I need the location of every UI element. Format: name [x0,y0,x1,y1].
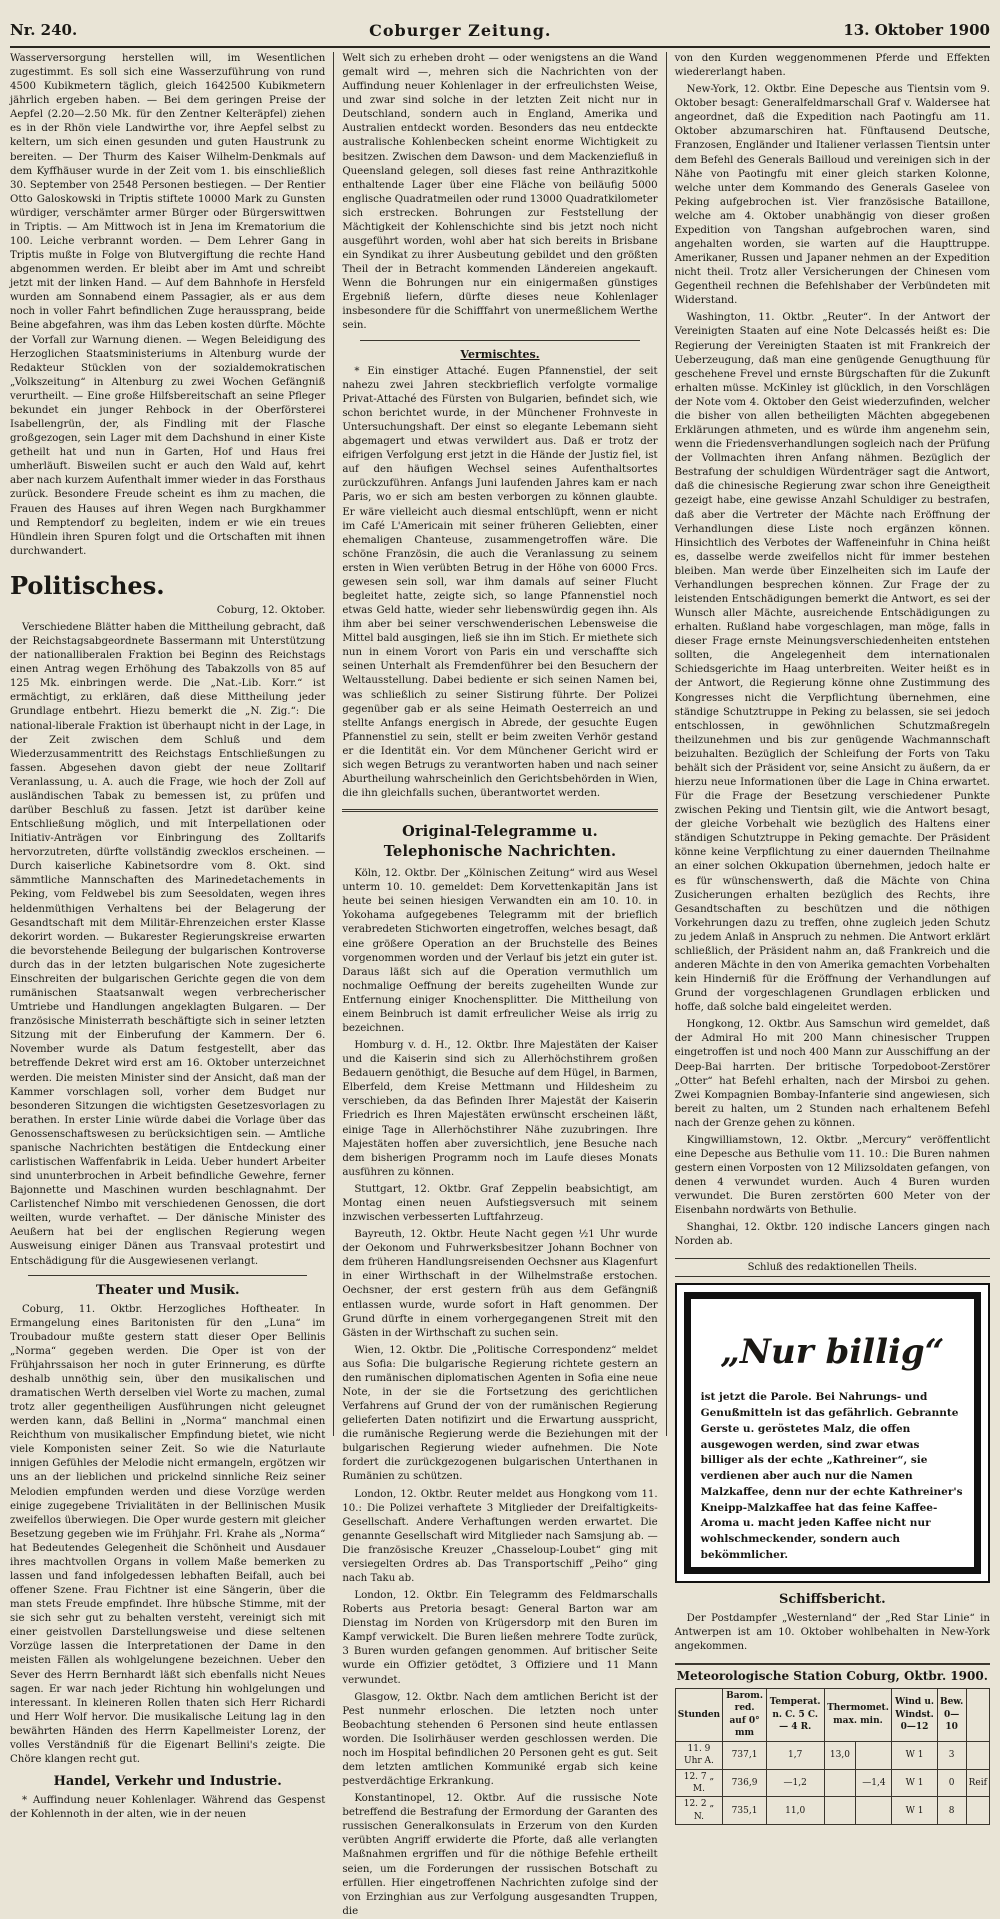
weather-table [675,1688,990,1825]
columns [10,52,990,1917]
telegram: Stuttgart, 12. Oktbr. Graf Zeppelin beabsichtigt, am Montag einen neuen Aufstiegsversuch mit seinem inzwischen verbesserten Luftfahrzeug. [342,1183,658,1224]
weather-cell: —1,4 [856,1769,892,1797]
column-rule [333,52,334,1436]
article-text: Der Postdampfer „Westernland“ der „Red Star Linie“ in Antwerpen ist am 10. Oktober wohlbehalten in New-York angekommen. [674,1613,990,1653]
weather-title: Meteorologische Station Coburg, Oktbr. 1900. [675,1663,990,1685]
weather-header: Stunden [675,1689,723,1742]
telegram: von den Kurden weggenommenen Pferde und Effekten wiedererlangt haben. [674,53,990,79]
column-2 [342,52,658,1917]
weather-cell: 1,7 [766,1741,824,1769]
weather-cell [824,1797,856,1825]
separator [360,340,639,341]
telegram: Wien, 12. Oktbr. Die „Politische Correspondenz“ meldet aus Sofia: Die bulgarische Regierung richtete gestern an den rumänischen diplomatischen Agenten in Sofia eine neue Note, in der sie die Fortsetzung des gerichtlichen Verfahrens auf Grund der von der rumänischen Regierung gelieferten Daten notifizirt und die Erwartung ausspricht, die rumänische Regierung werde die Beziehungen mit der bulgarischen Regierung wieder aufnehmen. Die Note fordert die zurückgezogenen bulgarischen Unterthanen in Rumänien zu schützen. [342,1344,658,1483]
weather-cell: —1,2 [766,1769,824,1797]
weather-header-row [675,1689,989,1742]
telegram: Homburg v. d. H., 12. Oktbr. Ihre Majestäten der Kaiser und die Kaiserin sind sich zu Allerhöchstihrem großen Bedauern genöthigt, die Besuche auf dem Hügel, in Barmen, Elberfeld, dem Kreise Mettmann und Hildesheim zu verschieben, da das Befinden Ihrer Majestät der Kaiserin Friedrich es Ihren Majestäten erwünscht erscheinen läßt, einige Tage in Allerhöchstihrer Nähe zuzubringen. Ihre Majestäten hoffen aber zuversichtlich, jene Besuche nach dem bisherigen Programm noch im Laufe dieses Monats ausführen zu können. [342,1040,658,1178]
advertisement-text: ist jetzt die Parole. Bei Nahrungs- und Genußmitteln ist das gefährlich. Gebrannte Gerste u. geröstetes Malz, die offen ausgewogen werden, sind zwar etwas billiger als der echte „Kathreiner“, sie verdienen aber auch nur die Namen Malzkaffee, denn nur der echte Kathreiner's Kneipp-Malzkaffee hat das feine Kaffee-Aroma u. macht jeden Kaffee nicht nur wohlschmeckender, sondern auch bekömmlicher. [700,1391,963,1561]
telegram: London, 12. Oktbr. Reuter meldet aus Hongkong vom 11. 10.: Die Polizei verhaftete 3 Mitglieder der Dreifaltigkeits-Gesellschaft. Andere Verhaftungen werden erwartet. Die genannte Gesellschaft wird Mitglieder nach Samsjung ab. — Die französische Kreuzer „Chasseloup-Loubet“ ging mit versiegelten Ordres ab. Das Transportschiff „Peiho“ ging nach Taku ab. [342,1488,658,1584]
weather-cell [966,1797,989,1825]
telegram: Bayreuth, 12. Oktbr. Heute Nacht gegen ½1 Uhr wurde der Oekonom und Fuhrwerksbesitzer Johann Bochner von dem früheren Handlungsreisenden Oechsner aus Klagenfurt in einer Wirthschaft in der Wilhelmstraße erstochen. Oechsner, der erst gestern früh aus dem Gefängniß entlassen wurde, wurde sofort in Haft genommen. Der Grund dürfte in einem vorhergegangenen Streit mit den Gästen in der Wirthschaft zu suchen sein. [342,1229,658,1339]
weather-cell: 3 [937,1741,966,1769]
weather-cell: W 1 [892,1741,937,1769]
column-3 [674,52,990,1822]
telegram: Kingwilliamstown, 12. Oktbr. „Mercury“ veröffentlicht eine Depesche aus Bethulie vom 11. 10.: Die Buren nahmen gestern einen Vorposten von 12 Milizsoldaten gefangen, von denen 4 verwundet wurden. Auch 4 Buren wurden verwundet. Die Buren zerstörten 600 Meter von der Eisenbahn nordwärts von Bethulie. [674,1134,990,1217]
telegram: Hongkong, 12. Oktbr. Aus Samschun wird gemeldet, daß der Admiral Ho mit 200 Mann chinesischer Truppen eingetroffen ist und noch 400 Mann zur Ausschiffung an der Deep-Bai harrten. Der britische Torpedoboot-Zerstörer „Otter“ hat Befehl erhalten, nach der Mirsboi zu gehen. Zwei Kompagnien Bombay-Infanterie sind angewiesen, sich bereit zu halten, um 2 Stunden nach erhaltenem Befehl nach der Grenze gehen zu können. [674,1019,990,1129]
dateline: Coburg, 12. Oktober. [216,604,326,616]
weather-cell: 11,0 [766,1797,824,1825]
weather-cell [824,1769,856,1797]
weather-cell: 13,0 [824,1741,856,1769]
article-text: Welt sich zu erheben droht — oder wenigstens an die Wand gemalt wird —, mehren sich die Nachrichten von der Auffindung neuer Kohlenlager in der erfreulichsten Weise, und zwar sind solche in der letzten Zeit nicht nur in Deutschland, sondern auch in England, Amerika und Australien entdeckt worden. Besonders das neu entdeckte australische Kohlenbecken scheint enorme Wichtigkeit zu besitzen. Zwischen dem Dawson- und dem Mackenziefluß in Queensland gelegen, soll dieses fast reine Anthrazitkohle enthaltende Lager über eine Fläche von beiläufig 5000 englische Quadratmeilen oder rund 13000 Quadratkilometer sich erstrecken. Bohrungen zur Feststellung der Mächtigkeit der Kohlenschichte sind bis jetzt noch nicht ausgeführt worden, wohl aber hat sich bereits in Brisbane ein Syndikat zu ihrer Ausbeutung gebildet und den größten Theil der in Betracht kommenden Ländereien angekauft. Wenn die Bohrungen nur ein einigermaßen günstiges Ergebniß liefern, dürfte dieses neue Kohlenlager insbesondere für die Schifffahrt von unermeßlichem Werthe sein. [342,53,658,332]
article-text: * Auffindung neuer Kohlenlager. Während das Gespenst der Kohlennoth in der alten, wie in der neuen [10,1795,326,1821]
column-rule [666,52,667,1436]
weather-header: Barom. red. auf 0° mm [723,1689,767,1742]
weather-cell: W 1 [892,1797,937,1825]
column-1 [10,52,326,1821]
weather-cell: 735,1 [723,1797,767,1825]
editorial-end-note: Schluß des redaktionellen Theils. [675,1258,990,1278]
weather-cell: 736,9 [723,1769,767,1797]
advertisement [675,1283,990,1583]
weather-row [675,1769,989,1797]
issue-date: 13. Oktober 1900 [843,21,990,39]
weather-header: Wind u. Windst. 0—12 [892,1689,937,1742]
separator [342,809,657,812]
telegram: Shanghai, 12. Oktbr. 120 indische Lancers gingen nach Norden ab. [674,1222,990,1248]
section-heading-schiffsbericht: Schiffsbericht. [778,1592,886,1608]
weather-cell: 0 [937,1769,966,1797]
weather-cell: 737,1 [723,1741,767,1769]
telegram: New-York, 12. Oktbr. Eine Depesche aus Tientsin vom 9. Oktober besagt: Generalfeldmarschall Graf v. Waldersee hat angeordnet, daß die Expedition nach Paotingfu am 11. Oktober abzumarschiren hat. Fünftausend Deutsche, Franzosen, Engländer und Italiener verlassen Tientsin unter dem Befehl des Generals Bailloud und vereinigen sich in der Nähe von Paotingfu mit einer gleich starken Kolonne, welche unter dem Kommando des Generals Gaselee von Peking aufgebrochen ist. Vier französische Bataillone, welche am 4. Oktober unabhängig von dieser großen Expedition von Tangshan aufgebrochen waren, sind angehalten worden, sie warten auf die Haupttruppe. Amerikaner, Russen und Japaner nehmen an der Expedition nicht theil. Trotz aller Versicherungen der Chinesen vom Gegentheil rechnen die Befehlshaber der Verbündeten mit Widerstand. [674,84,990,307]
section-heading-handel: Handel, Verkehr und Industrie. [53,1774,282,1790]
weather-cell [966,1741,989,1769]
weather-cell: 12. 2 „ N. [675,1797,723,1825]
weather-header [966,1689,989,1742]
telegram: Washington, 11. Oktbr. „Reuter“. In der Antwort der Vereinigten Staaten auf eine Note Delcassés heißt es: Die Regierung der Vereinigten Staaten ist mit Frankreich der Ueberzeugung, daß man eine genügende Genugthuung für geschehene Frevel und ernste Bürgschaften für die Zukunft erhalten müsse. McKinley ist glücklich, in den Vorschlägen der Note vom 4. Oktober den Geist wiederzufinden, welcher die bisher von allen betheiligten Mächten abgegebenen Erklärungen athmeten, und es würde ihm angenehm sein, wenn die Friedensverhandlungen sogleich nach der Prüfung der Vollmachten ihren Anfang nähmen. Bezüglich der Bestrafung der schuldigen Würdenträger sagt die Antwort, daß die chinesische Regierung zwar schon ihre Geneigtheit gezeigt habe, eine gewisse Anzahl Schuldiger zu bestrafen, daß aber die Vertreter der Mächte nach Eröffnung der Verhandlungen diese Liste noch ergänzen können. Hinsichtlich des Verbotes der Waffeneinfuhr in China heißt es, dasselbe werde zweifellos nicht für immer bestehen bleiben. Man werde über Einzelheiten sich im Laufe der Verhandlungen besprechen können. Zur Frage der zu leistenden Entschädigungen bemerkt die Antwort, es sei der Wunsch aller Mächte, ausreichende Entschädigungen zu erhalten. Rußland habe vorgeschlagen, man möge, falls in dieser Frage ernste Meinungsverschiedenheiten entstehen sollten, die Angelegenheit dem internationalen Schiedsgerichte im Haag unterbreiten. Weiter heißt es in der Antwort, die Regierung könne ohne Zustimmung des Kongresses nicht die Verpflichtung übernehmen, eine ständige Schutztruppe in Peking zu belassen, sie sei jedoch entschlossen, in gewöhnlichen Schutzmaßregeln theilzunehmen und bis zur genügende Wachmannschaft beizuhalten. Bezüglich der Schleifung der Forts von Taku behält sich der Präsident vor, seine Ansicht zu äußern, da er hierzu neue Informationen über die Lage in China erwartet. Für die Frage der Besetzung verschiedener Punkte zwischen Peking und Tientsin gilt, wie die Antwort besagt, der gleiche Vorbehalt wie bezüglich des Haltens einer ständigen Schutztruppe in Peking gemachte. Der Präsident könne keine Verpflichtung zu einer dauernden Theilnahme an einer solchen Okkupation übernehmen, jedoch halte er es für wünschenswerth, daß die Mächte von China Zusicherungen erhalten bezüglich des Rechts, ihre Gesandtschaften zu beschützen und die nöthigen Vorkehrungen dazu zu treffen, ohne zugleich jeden Schutz zu jedem Anlaß in Anspruch zu nehmen. Die Antwort erklärt schließlich, der Präsident nahm an, daß Frankreich und die anderen Mächte in den von Amerika gemachten Vorbehalten kein Hinderniß für die Eröffnung der Verhandlungen auf Grund der vorgeschlagenen Grundlagen erblicken und hoffe, daß solche bald eingeleitet werden. [674,312,990,1014]
article-text: * Ein einstiger Attaché. Eugen Pfannenstiel, der seit nahezu zwei Jahren steckbrieflich verfolgte vormalige Privat-Attaché des Fürsten von Bulgarien, befindet sich, wie schon berichtet wurde, in der Münchener Frohnveste in Untersuchungshaft. Der einst so elegante Lebemann sieht abgemagert und etwas verwildert aus. Daß er trotz der eifrigen Verfolgung erst jetzt in die Hände der Justiz fiel, ist auf den häufigen Wechsel seines Aufenthaltsortes zurückzuführen. Anfangs Juni laufenden Jahres kam er nach Paris, wo er sich am besten verborgen zu können glaubte. Er wäre vielleicht auch diesmal entschlüpft, wenn er nicht im Café L'Americain mit seiner früheren Geliebten, einer ehemaligen Chanteuse, zusammengetroffen wäre. Die schöne Französin, die auch die Veranlassung zu seinem ersten in Wien verübten Betrug in der Höhe von 6000 Frcs. gewesen sein soll, war ihm damals auf seiner Flucht begleitet hatte, zeigte sich, so lange Pfannenstiel noch etwas Geld hatte, wieder sehr liebenswürdig gegen ihn. Als ihm aber bei seiner verschwenderischen Lebensweise die Mittel bald ausgingen, ließ sie ihn im Stich. Er miethete sich nun in einem Vorort von Paris ein und verschaffte sich seinen Unterhalt als Fremdenführer bei den Besuchern der Weltausstellung. Dabei bediente er sich seinen Namen bei, was schließlich zu seiner Sistirung führte. Der Polizei gegenüber gab er als seine Heimath Oesterreich an und stellte Anfangs energisch in Abrede, der gesuchte Eugen Pfannenstiel zu sein, stellt er beim zweiten Verhör gestand er die Identität ein. Vor dem Münchener Gericht wird er sich wegen Betrugs zu verantworten haben und nach seiner Aburtheilung wahrscheinlich den Gerichtsbehörden in Wien, die ihn gleichfalls suchen, überantwortet werden. [342,365,658,800]
section-heading-politik: Politisches. [10,570,165,600]
weather-header: Temperat. n. C. 5 C. — 4 R. [766,1689,824,1742]
weather-cell: Reif [966,1769,989,1797]
weather-cell: 8 [937,1797,966,1825]
telegram: London, 12. Oktbr. Ein Telegramm des Feldmarschalls Roberts aus Pretoria besagt: General Barton war am Dienstag im Norden von Krügersdorp mit den Buren im Kampf verwickelt. Die Buren ließen mehrere Todte zurück, 3 Buren wurden gefangen genommen. Auf britischer Seite wurde ein Offizier getödtet, 3 Offiziere und 11 Mann verwundet. [342,1590,658,1686]
weather-cell: 11. 9 Uhr A. [675,1741,723,1769]
weather-header: Thermomet. max. min. [824,1689,892,1742]
telegram: Köln, 12. Oktbr. Der „Kölnischen Zeitung“ wird aus Wesel unterm 10. 10. gemeldet: Dem Korvettenkapitän Jans ist heute bei seinen hiesigen Verwandten ein am 10. 10. in Yokohama aufgegebenes Telegramm mit der brieflich verabredeten Stichworten eingetroffen, welches besagt, daß eine größere Operation an der Bruchstelle des Beines vorgenommen worden und der Verlauf bis jetzt ein guter ist. Daraus läßt sich auf die Operation vermuthlich um nochmalige Oeffnung der bereits zugeheilten Wunde zur Entfernung einiger Knochensplitter. Die Mittheilung von einem Beinbruch ist damit erfreulicher Weise als irrig zu bezeichnen. [342,868,658,1035]
page-number: Nr. 240. [10,21,78,39]
masthead [10,18,990,42]
weather-row [675,1741,989,1769]
section-heading-vermischtes: Vermischtes. [460,347,540,361]
weather-cell: W 1 [892,1769,937,1797]
advertisement-frame [684,1292,981,1574]
telegram: Glasgow, 12. Oktbr. Nach dem amtlichen Bericht ist der Pest nunmehr erloschen. Die letzten noch unter Beobachtung stehenden 6 Personen sind heute entlassen worden. Die Isolirhäuser werden geschlossen werden. Die noch im Hospital befindlichen 20 Personen geht es gut. Seit dem letzten amtlichen Kommuniké ergab sich keine pestverdächtige Erkrankung. [342,1691,658,1788]
section-heading-theater: Theater und Musik. [95,1282,240,1298]
separator [28,1275,307,1276]
advertisement-headline: „Nur billig“ [720,1332,945,1373]
newspaper-title: Coburger Zeitung. [369,20,552,40]
weather-header: Bew. 0—10 [937,1689,966,1742]
masthead-rule [10,46,990,48]
article-text: Coburg, 11. Oktbr. Herzogliches Hoftheater. In Ermangelung eines Baritonisten für den „Luna“ im Troubadour mußte gestern statt dieser Oper Bellinis „Norma“ gegeben werden. Die Oper ist von der Frühjahrssaison her noch in guter Erinnerung, es dürfte deshalb unnöthig sein, über den musikalischen und dramatischen Werth derselben viel Worte zu machen, zumal trotz aller gegentheiligen Ausführungen nicht geleugnet werden kann, daß Bellini in „Norma“ manchmal einen Reichthum von musikalischer Empfindung bietet, wie nicht viele Komponisten seiner Zeit. So wie die Naturlaute innigen Gefühles der Melodie nicht ermangeln, ergötzen wir uns an der lieblichen und prickelnd sinnliche Reiz seiner Melodien empfunden werden und diese Vorzüge werden einige zugegebene Trivialitäten in der Bellinischen Musik zweifellos überwiegen. Die Oper wurde gestern mit gleicher Besetzung gegeben wie im Frühjahr. Frl. Krahe als „Norma“ hat Bedeutendes Gelegenheit die Schönheit und Ausdauer ihres machtvollen Organs in vollem Maße bemerken zu lassen und fand infolgedessen lebhaften Beifall, auch bei offener Szene. Frau Fichtner ist eine Sängerin, über die man stets Freude empfindet. Ihre hübsche Stimme, mit der sie sich sehr gut zu behalten versteht, vereinigt sich mit einer geistvollen Darstellungsweise und diese seltenen Vorzüge lassen die Interpretationen der Dame in den meisten Fällen als wohlgelungene bezeichnen. Ueber den Sever des Herrn Bernhardt läßt sich ebenfalls nicht Neues sagen. Er war nach jeder Richtung hin wohlgelungen und interessant. In kleineren Rollen thaten sich Herr Richardi und Herr Wolf hervor. Die musikalische Leitung lag in den bewährten Händen des Herrn Kapellmeister Lorenz, der volles Verständniß für die Eigenart Bellini's zeigte. Die Chöre klangen recht gut. [10,1303,326,1766]
section-heading-telegramme: Original-Telegramme u. Telephonische Nachrichten. [383,823,617,861]
article-text: Verschiedene Blätter haben die Mittheilung gebracht, daß der Reichstagsabgeordnete Bassermann mit Unterstützung der nationalliberalen Fraktion bei Beginn des Reichstags einen Antrag wegen Erhöhung des Tabakzolls von 85 auf 125 Mk. einbringen werde. Die „Nat.-Lib. Korr.“ ist ermächtigt, zu erklären, daß diese Mittheilung jeder Grundlage entbehrt. Hiezu bemerkt die „N. Zig.“: Die national-liberale Fraktion ist überhaupt nicht in der Lage, in der Zeit zwischen dem Schluß und dem Wiederzusammentritt des Reichstags Entschließungen zu fassen. Abgesehen davon giebt der neue Zolltarif Veranlassung, u. A. auch die Frage, wie hoch der Zoll auf ausländischen Tabak zu bemessen ist, zu prüfen und darüber Beschluß zu fassen. Jetzt ist darüber keine Entschließung möglich, und mit Interpellationen oder Initiativ-Anträgen vor Einbringung des Zolltarifs hervorzutreten, dürfte vollständig zwecklos erscheinen. — Durch kaiserliche Kabinetsordre vom 8. Okt. sind sämmtliche Mannschaften des Marinedetachements in Peking, vom Feldwebel bis zum Seesoldaten, wegen ihres heldenmüthigen Verhaltens bei der Belagerung der Gesandtschaft mit dem Militär-Ehrenzeichen erster Klasse dekorirt worden. — Bukarester Regierungskreise erwarten die bevorstehende Beilegung der bulgarischen Kontroverse durch das in der letzten bulgarischen Note zugesicherte Einschreiten der bulgarischen Gerichte gegen die von dem rumänischen Staatsanwalt wegen verbrecherischer Umtriebe und Handlungen angeklagten Bulgaren. — Der französische Ministerrath beschäftigte sich in seiner letzten Sitzung mit der Einberufung der Kammern. Der 6. November wurde als Datum festgestellt, aber das betreffende Dekret wird erst am 16. Oktober unterzeichnet werden. Die meisten Minister sind der Ansicht, daß man der Kammer vorschlagen soll, vorher dem Budget nur besonderen Sitzungen die wichtigsten Gesetzesvorlagen zu berathen. In erster Linie würde dabei die Vorlage über das Genossenschaftswesen zu berücksichtigen sein. — Amtliche spanische Nachrichten bestätigen die Entdeckung einer carlistischen Waffenfabrik in Leida. Ueber hundert Arbeiter sind ununterbrochen in Arbeit befindliche Gewehre, ferner Bajonnette und Maschinen wurden beschlagnahmt. Der Carlistenchef Nimbo mit verschiedenen Genossen, die dort weilten, wurde verhaftet. — Der dänische Minister des Aeußern hat bei der englischen Regierung wegen Ausweisung einiger Dänen aus Transvaal protestirt und Entschädigung für die Ausgewiesenen verlangt. [10,622,326,1267]
weather-cell [856,1797,892,1825]
weather-cell: 12. 7 „ M. [675,1769,723,1797]
article-text: Wasserversorgung herstellen will, im Wesentlichen zugestimmt. Es soll sich eine Wasserzuführung von rund 4500 Kubikmetern täglich, gleich 1642500 Kubikmetern jährlich ergeben haben. — Bei dem geringen Preise der Aepfel (2.20—2.50 Mk. für den Zentner Kelteräpfel) ziehen es in der Rhön viele Landwirthe vor, ihre Aepfel selbst zu keltern, um sich einen gesunden und guten Haustrunk zu bereiten. — Der Thurm des Kaiser Wilhelm-Denkmals auf dem Kyffhäuser wurde in der Zeit vom 1. bis einschließlich 30. September von 2548 Personen bestiegen. — Der Rentier Otto Galoskowski in Triptis stiftete 10000 Mark zu Gunsten würdiger, verschämter armer Bürger oder Bürgerswittwen in Triptis. — Am Mittwoch ist in Jena im Krematorium die 100. Leiche verbrannt worden. — Dem Lehrer Gang in Triptis mußte in Folge von Blutvergiftung die rechte Hand abgenommen werden. Er bleibt aber im Amt und schreibt jetzt mit der linken Hand. — Auf dem Bahnhofe in Hersfeld wurden am Sonnabend einem Passagier, als er aus dem noch in voller Fahrt befindlichen Zuge heraussprang, beide Beine abgefahren, was ihm das Leben kosten dürfte. Möchte der Vorfall zur Warnung dienen. — Wegen Beleidigung des Herzoglichen Staatsministeriums in Altenburg wurde der Redakteur Stücklen von der sozialdemokratischen „Volkszeitung“ in Altenburg zu zwei Wochen Gefängniß verurtheilt. — Eine große Hilfsbereitschaft an seine Pfleger bekundet ein junger Rehbock in der Oberförsterei Isabellengrün, der, als Findling mit der Flasche großgezogen, sein Lager mit dem Dachshund in einer Kiste getheilt hat und nun in Garten, Hof und Haus frei umherläuft. Bisweilen sucht er auch den Wald auf, kehrt aber nach kurzem Aufenthalt immer wieder in das Forsthaus zurück. Besondere Freude scheint es ihm zu machen, die Frauen des Hauses auf ihren Wegen nach Burgkhammer und Remptendorf zu begleiten, indem er wie ein treues Hündlein ihren Spuren folgt und die Ortschaften mit ihnen durchwandert. [10,53,326,557]
weather-cell [856,1741,892,1769]
telegram: Konstantinopel, 12. Oktbr. Auf die russische Note betreffend die Bestrafung der Ermordung der Garanten des russischen Generalkonsulats in Erzerum von den Kurden verübten Angriff erwiderte die Pforte, daß alle verlangten Maßnahmen ergriffen und für die nöthige Befehle ertheilt seien, um die Forderungen der russischen Botschaft zu erfüllen. Hier eingetroffenen Nachrichten zufolge sind der von Erzinghian aus zur Verfolgung ausgesandten Truppen, die [342,1793,658,1917]
weather-row [675,1797,989,1825]
